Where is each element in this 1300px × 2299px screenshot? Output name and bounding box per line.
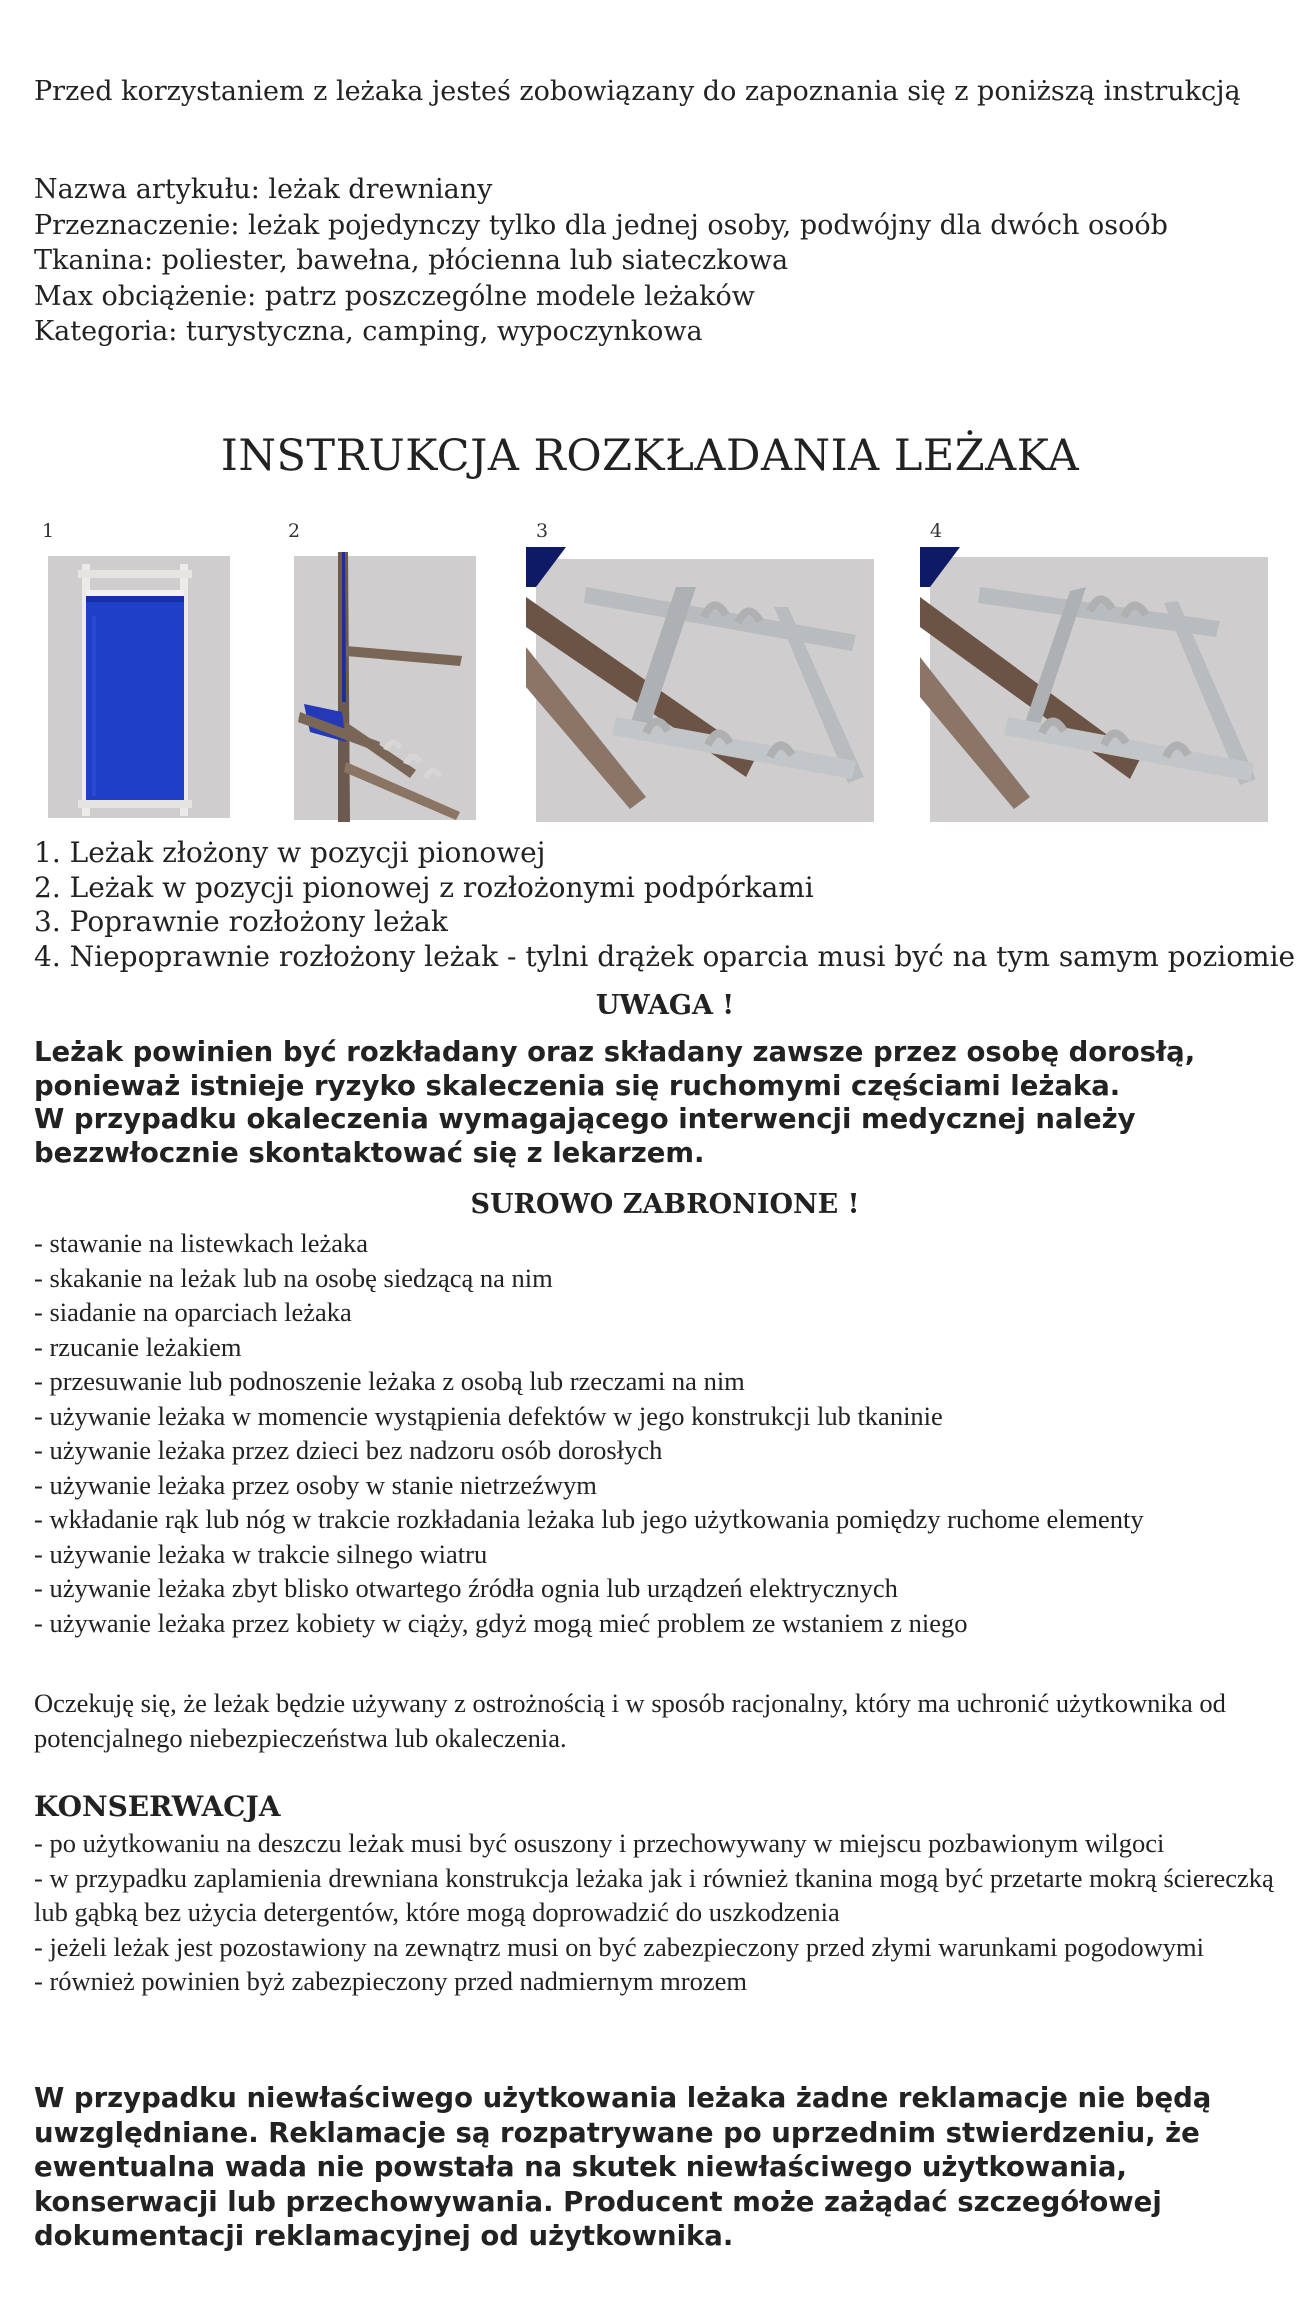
folded-chair-photo: [48, 556, 230, 818]
complaint-note: W przypadku niewłaściwego użytkowania leżaka żadne reklamacje nie będą uwzględniane. Reklamacje są rozpatrywane po uprzednim stwierdzeniu, że ewentualna wada nie powstała na skutek niewłaściwego użytkowania, konserwacji lub przechowywania. Producent może zażądać szczegółowej dokumentacji reklamacyjnej od użytkownika.: [34, 2082, 1212, 2252]
step-item: 1. Leżak złożony w pozycji pionowej: [34, 836, 546, 869]
warning-heading: UWAGA !: [595, 990, 735, 1021]
conservation-heading: KONSERWACJA: [34, 1790, 281, 1823]
incorrect-position-photo: [920, 547, 1270, 824]
product-specs: [34, 172, 1168, 350]
expectation-text: Oczekuję się, że leżak będzie używany z ostrożnością i w sposób racjonalny, który ma uchronić użytkownika od potencjalnego niebezpieczeństwa lub okaleczenia.: [34, 1688, 1226, 1753]
forbidden-item: - używanie leżaka w momencie wystąpienia defektów w jego konstrukcji lub tkaninie: [34, 1400, 943, 1431]
spec-name: Nazwa artykułu: leżak drewniany: [34, 174, 493, 205]
forbidden-item: - skakanie na leżak lub na osobę siedzącą na nim: [34, 1262, 553, 1293]
warning-text: [34, 1036, 1274, 1170]
warning-paragraph-1: Leżak powinien być rozkładany oraz składany zawsze przez osobę dorosłą, ponieważ istnieje ryzyko skaleczenia się ruchomymi częściami leżaka.: [34, 1036, 1196, 1102]
figure-1-number: 1: [42, 520, 55, 542]
figure-3-number: 3: [536, 520, 549, 542]
forbidden-item: - używanie leżaka zbyt blisko otwartego źródła ognia lub urządzeń elektrycznych: [34, 1573, 898, 1603]
forbidden-item: - przesuwanie lub podnoszenie leżaka z osobą lub rzeczami na nim: [34, 1366, 745, 1396]
intro-text: Przed korzystaniem z leżaka jesteś zobowiązany do zapoznania się z poniższą instrukcją: [34, 76, 1241, 107]
forbidden-item: - siadanie na oparciach leżaka: [34, 1297, 352, 1327]
conservation-list: [34, 1826, 1274, 1999]
forbidden-item: - używanie leżaka w trakcie silnego wiatru: [34, 1538, 488, 1569]
forbidden-list: [34, 1226, 1274, 1640]
spec-max-load: Max obciążenie: patrz poszczególne modele leżaków: [34, 280, 755, 312]
forbidden-item: - wkładanie rąk lub nóg w trakcie rozkładania leżaka lub jego użytkowania pomiędzy ruchome elementy: [34, 1504, 1144, 1534]
step-item: 4. Niepoprawnie rozłożony leżak - tylni drążek oparcia musi być na tym samym poziomie: [34, 939, 1296, 973]
spec-category: Kategoria: turystyczna, camping, wypoczynkowa: [34, 316, 703, 347]
spec-purpose: Przeznaczenie: leżak pojedynczy tylko dla jednej osoby, podwójny dla dwóch osoób: [34, 209, 1168, 241]
forbidden-item: - stawanie na listewkach leżaka: [34, 1228, 369, 1258]
conservation-item: - w przypadku zaplamienia drewniana konstrukcja leżaka jak i również tkanina mogą być przetarte mokrą ściereczką lub gąbką bez użycia detergentów, które mogą doprowadzić do uszkodzenia: [34, 1862, 1274, 1927]
spec-fabric: Tkanina: poliester, bawełna, płócienna lub siateczkowa: [34, 245, 789, 276]
forbidden-item: - używanie leżaka przez kobiety w ciąży, gdyż mogą mieć problem ze wstaniem z niego: [34, 1607, 968, 1638]
forbidden-heading: SUROWO ZABRONIONE !: [470, 1189, 860, 1220]
conservation-item: - jeżeli leżak jest pozostawiony na zewnątrz musi on być zabezpieczony przed złymi warunkami pogodowymi: [34, 1931, 1204, 1962]
forbidden-item: - używanie leżaka przez osoby w stanie nietrzeźwym: [34, 1469, 597, 1500]
figure-4-number: 4: [930, 520, 943, 542]
side-view-chair-photo: [290, 552, 478, 822]
warning-paragraph-2: W przypadku okaleczenia wymagającego interwencji medycznej należy bezzwłocznie skontaktować się z lekarzem.: [34, 1103, 1136, 1169]
conservation-item: - po użytkowaniu na deszczu leżak musi być osuszony i przechowywany w miejscu pozbawionym wilgoci: [34, 1828, 1165, 1858]
figure-2-number: 2: [288, 520, 301, 542]
step-item: 3. Poprawnie rozłożony leżak: [34, 905, 448, 938]
forbidden-item: - rzucanie leżakiem: [34, 1331, 242, 1362]
correct-position-photo: [526, 547, 876, 824]
step-item: 2. Leżak w pozycji pionowej z rozłożonymi podpórkami: [34, 870, 814, 904]
conservation-item: - również powinien byż zabezpieczony przed nadmiernym mrozem: [34, 1966, 747, 1996]
steps-list: [34, 836, 1295, 974]
forbidden-item: - używanie leżaka przez dzieci bez nadzoru osób dorosłych: [34, 1435, 663, 1465]
instruction-title: INSTRUKCJA ROZKŁADANIA LEŻAKA: [220, 431, 1080, 481]
